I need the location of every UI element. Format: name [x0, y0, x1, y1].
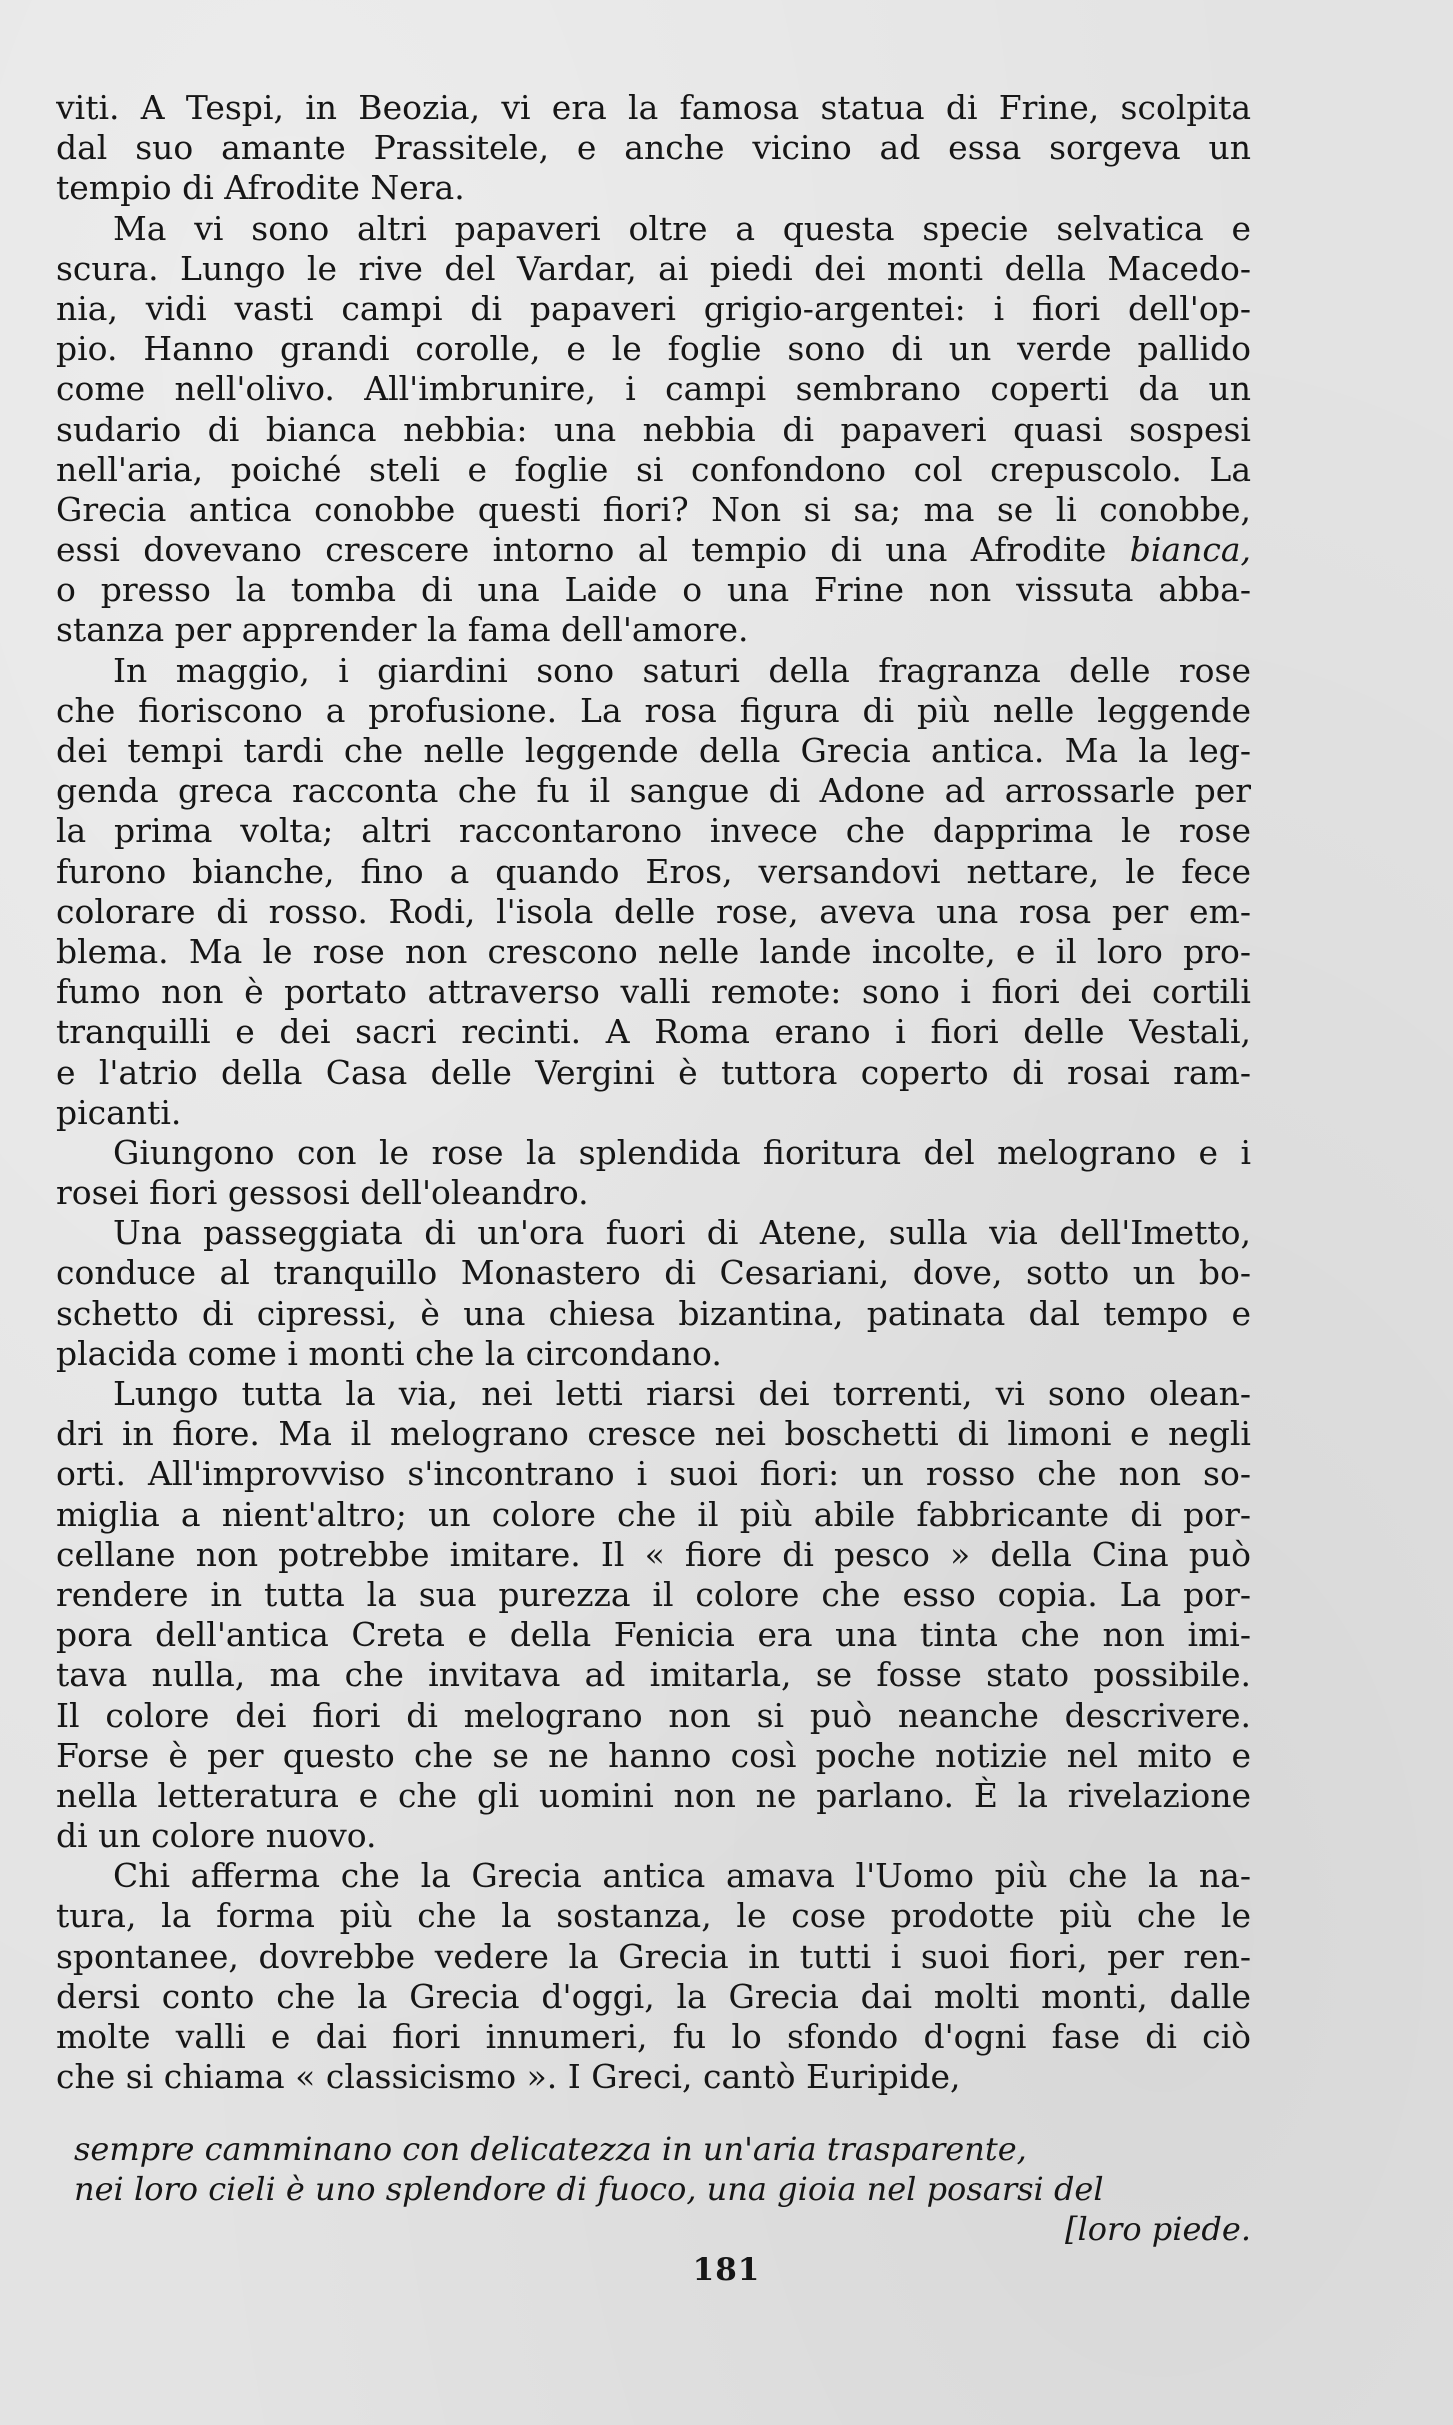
text-line: che si chiama « classicismo ». I Greci, cantò Euripide, [56, 2057, 961, 2097]
text-line: colorare di rosso. Rodi, l'isola delle rose, aveva una rosa per em- [56, 891, 1251, 931]
text-line: Forse è per questo che se ne hanno così poche notizie nel mito e [56, 1735, 1251, 1775]
body-text [56, 88, 1251, 2097]
text-line: Lungo tutta la via, nei letti riarsi dei torrenti, vi sono olean- [113, 1374, 1251, 1413]
verse-line: [loro piede. [1065, 2210, 1251, 2248]
text-line: picanti. [56, 1092, 182, 1132]
text-line: schetto di cipressi, è una chiesa bizantina, patinata dal tempo e [56, 1293, 1251, 1333]
text-line: spontanee, dovrebbe vedere la Grecia in tutti i suoi fiori, per ren- [56, 1936, 1251, 1976]
text-line: tempio di Afrodite Nera. [56, 168, 465, 208]
text-line: fumo non è portato attraverso valli remote: sono i fiori dei cortili [56, 972, 1251, 1012]
italic-word: bianca, [1129, 530, 1251, 570]
text-line: o presso la tomba di una Laide o una Frine non vissuta abba- [56, 570, 1251, 610]
text-line: di un colore nuovo. [56, 1816, 377, 1856]
text-line: Una passeggiata di un'ora fuori di Atene, sulla via dell'Imetto, [113, 1213, 1251, 1253]
text-line: nell'aria, poiché steli e foglie si confondono col crepuscolo. La [56, 449, 1251, 489]
text-line: dri in fiore. Ma il melograno cresce nei boschetti di limoni e negli [56, 1414, 1251, 1454]
text-line: pio. Hanno grandi corolle, e le foglie sono di un verde pallido [56, 329, 1251, 369]
text-line: dersi conto che la Grecia d'oggi, la Grecia dai molti monti, dalle [56, 1976, 1251, 2016]
paragraph [56, 209, 1251, 651]
text-line: cellane non potrebbe imitare. Il « fiore di pesco » della Cina può [56, 1534, 1251, 1574]
text-line: sudario di bianca nebbia: una nebbia di papaveri quasi sospesi [56, 409, 1251, 449]
paragraph [56, 88, 1251, 209]
text-line: placida come i monti che la circondano. [56, 1333, 722, 1373]
text-line: dal suo amante Prassitele, e anche vicino ad essa sorgeva un [56, 128, 1251, 168]
text-line: scura. Lungo le rive del Vardar, ai piedi dei monti della Macedo- [56, 248, 1251, 288]
text-line: stanza per apprender la fama dell'amore. [56, 610, 749, 650]
paragraph [56, 1374, 1251, 1856]
text-line: miglia a nient'altro; un colore che il più abile fabbricante di por- [56, 1494, 1251, 1534]
text-line: dei tempi tardi che nelle leggende della Grecia antica. Ma la leg- [56, 731, 1251, 770]
verse-line: nei loro cieli è uno splendore di fuoco, una gioia nel posarsi del [74, 2170, 1104, 2208]
text-line: pora dell'antica Creta e della Fenicia era una tinta che non imi- [56, 1615, 1251, 1655]
paragraph [56, 1133, 1251, 1213]
text-line: Grecia antica conobbe questi fiori? Non si sa; ma se li conobbe, [56, 489, 1251, 529]
text-line: e l'atrio della Casa delle Vergini è tuttora coperto di rosai ram- [56, 1052, 1251, 1092]
text-line: tura, la forma più che la sostanza, le cose prodotte più che le [56, 1896, 1251, 1936]
text-line-with-italic [56, 530, 1251, 570]
page-number: 181 [692, 2252, 761, 2288]
paragraph [56, 651, 1251, 1133]
text-line: la prima volta; altri raccontarono invece che dapprima le rose [56, 811, 1251, 851]
text-line: blema. Ma le rose non crescono nelle lande incolte, e il loro pro- [56, 931, 1251, 971]
text-line: genda greca racconta che fu il sangue di Adone ad arrossarle per [56, 771, 1251, 811]
text-line: che fioriscono a profusione. La rosa figura di più nelle leggende [56, 690, 1251, 730]
text-line: tranquilli e dei sacri recinti. A Roma erano i fiori delle Vestali, [56, 1012, 1251, 1052]
paragraph [56, 1856, 1251, 2097]
text-line: nella letteratura e che gli uomini non ne parlano. È la rivelazione [56, 1775, 1251, 1815]
verse-line: sempre camminano con delicatezza in un'aria trasparente, [74, 2130, 1027, 2168]
text-segment: essi dovevano crescere intorno al tempio di una Afrodite [56, 530, 1130, 570]
text-line: Chi afferma che la Grecia antica amava l'Uomo più che la na- [113, 1856, 1251, 1896]
text-line: Il colore dei fiori di melograno non si può neanche descrivere. [56, 1695, 1251, 1735]
text-line: orti. All'improvviso s'incontrano i suoi fiori: un rosso che non so- [56, 1454, 1251, 1494]
text-line: conduce al tranquillo Monastero di Cesariani, dove, sotto un bo- [56, 1253, 1251, 1293]
paragraph [56, 1213, 1251, 1374]
text-line: Ma vi sono altri papaveri oltre a questa specie selvatica e [113, 208, 1251, 248]
text-line: furono bianche, fino a quando Eros, versandovi nettare, le fece [56, 851, 1251, 891]
text-line: molte valli e dai fiori innumeri, fu lo sfondo d'ogni fase di ciò [56, 2017, 1251, 2056]
text-line: rosei fiori gessosi dell'oleandro. [56, 1173, 589, 1213]
text-line: tava nulla, ma che invitava ad imitarla, se fosse stato possibile. [56, 1655, 1251, 1695]
text-line: come nell'olivo. All'imbrunire, i campi sembrano coperti da un [56, 369, 1251, 409]
verse-quotation [74, 2129, 1251, 2249]
text-line: nia, vidi vasti campi di papaveri grigio-argentei: i fiori dell'op- [56, 288, 1251, 328]
text-line: In maggio, i giardini sono saturi della fragranza delle rose [113, 650, 1251, 690]
text-line: viti. A Tespi, in Beozia, vi era la famosa statua di Frine, scolpita [56, 88, 1251, 127]
text-line: Giungono con le rose la splendida fioritura del melograno e i [113, 1132, 1251, 1172]
text-line: rendere in tutta la sua purezza il colore che esso copia. La por- [56, 1574, 1251, 1614]
